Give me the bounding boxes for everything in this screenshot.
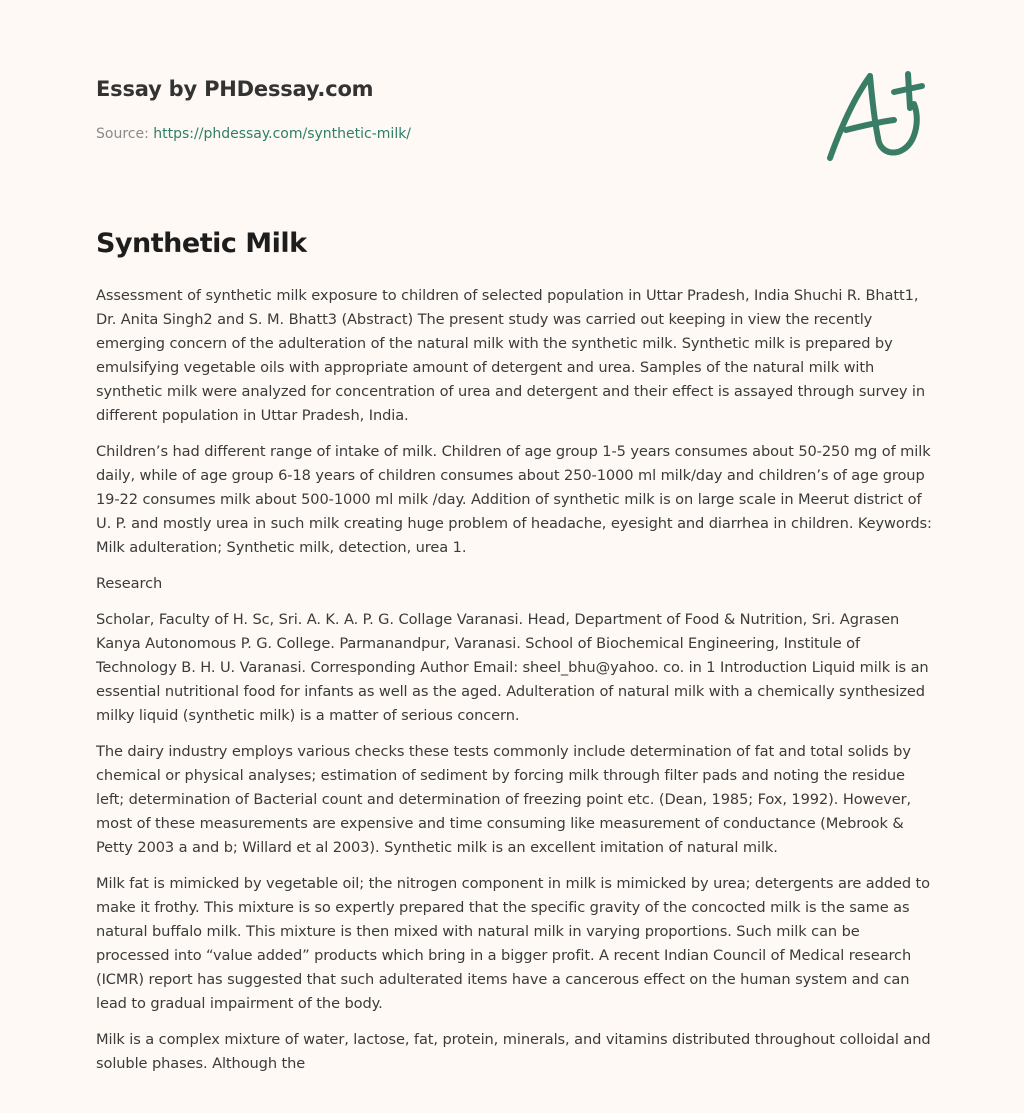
a-plus-grade-icon	[822, 68, 932, 164]
source-link[interactable]: https://phdessay.com/synthetic-milk/	[153, 126, 412, 142]
paragraph: Milk fat is mimicked by vegetable oil; the nitrogen component in milk is mimicked by urea; detergents are added to make it frothy. This mixture is so expertly prepared that the specific gravity of the concocted milk is the same as natural buffalo milk. This mixture is then mixed with natural milk in varying proportions. Such milk can be processed into “value added” products which bring in a bigger profit. A recent Indian Council of Medical research (ICMR) report has suggested that such adulterated items have a cancerous effect on the human system and can lead to gradual impairment of the body.	[96, 875, 931, 1012]
paragraph: The dairy industry employs various checks these tests commonly include determination of fat and total solids by chemical or physical analyses; estimation of sediment by forcing milk through filter pads and noting the residue left; determination of Bacterial count and determination of freezing point etc. (Dean, 1985; Fox, 1992). However, most of these measurements are expensive and time consuming like measurement of conductance (Mebrook & Petty 2003 a and b; Willard et al 2003). Synthetic milk is an excellent imitation of natural milk.	[96, 743, 912, 856]
site-title: Essay by PHDessay.com	[96, 77, 374, 101]
paragraph: Children’s had different range of intake of milk. Children of age group 1-5 years consumes about 50-250 mg of milk daily, while of age group 6-18 years of children consumes about 250-1000 ml milk/day and children’s of age group 19-22 consumes milk about 500-1000 ml milk /day. Addition of synthetic milk is on large scale in Meerut district of U. P. and mostly urea in such milk creating huge problem of headache, eyesight and diarrhea in children. Keywords: Milk adulteration; Synthetic milk, detection, urea 1.	[96, 443, 932, 556]
essay-title: Synthetic Milk	[96, 228, 307, 259]
paragraph: Milk is a complex mixture of water, lactose, fat, protein, minerals, and vitamins distributed throughout colloidal and soluble phases. Although the	[96, 1031, 931, 1072]
essay-body	[96, 284, 934, 1088]
essay-header	[96, 74, 796, 144]
source-line	[96, 124, 796, 144]
paragraph: Scholar, Faculty of H. Sc, Sri. A. K. A. P. G. Collage Varanasi. Head, Department of Food & Nutrition, Sri. Agrasen Kanya Autonomous P. G. College. Parmanandpur, Varanasi. School of Biochemical Engineering, Institule of Technology B. H. U. Varanasi. Corresponding Author Email: sheel_bhu@yahoo. co. in 1 Introduction Liquid milk is an essential nutritional food for infants as well as the aged. Adulteration of natural milk with a chemically synthesized milky liquid (synthetic milk) is a matter of serious concern.	[96, 611, 929, 724]
paragraph: Assessment of synthetic milk exposure to children of selected population in Uttar Pradesh, India Shuchi R. Bhatt1, Dr. Anita Singh2 and S. M. Bhatt3 (Abstract) The present study was carried out keeping in view the recently emerging concern of the adulteration of the natural milk with the synthetic milk. Synthetic milk is prepared by emulsifying vegetable oils with appropriate amount of detergent and urea. Samples of the natural milk with synthetic milk were analyzed for concentration of urea and detergent and their effect is assayed through survey in different population in Uttar Pradesh, India.	[96, 287, 926, 424]
source-label: Source:	[96, 126, 154, 142]
paragraph: Research	[96, 575, 163, 592]
